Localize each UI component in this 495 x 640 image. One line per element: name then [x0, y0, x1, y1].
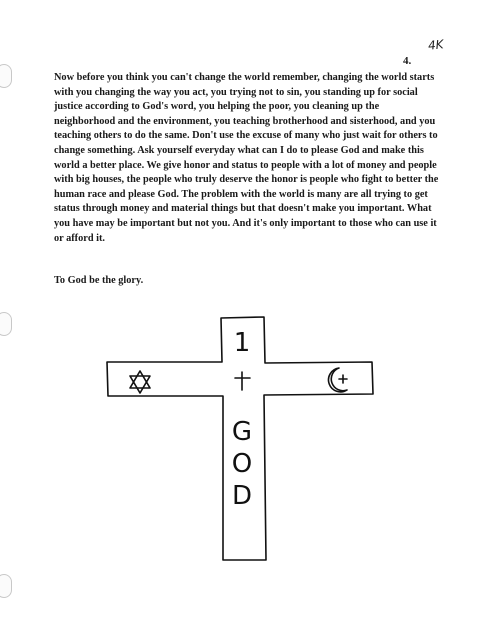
body-paragraph: Now before you think you can't change the world remember, changing the world starts with you changing the way you act, you trying not to sin, you standing up for social justice according to God's word, you helping the poor, you cleaning up the neighborhood and the environment, you teaching brotherhood and sisterhood, and you teaching others to do the same. Don't use the excuse of many who just wait for others to change something. Ask yourself everyday what can I do to please God and make this world a better place. We give honor and status to people with a lot of money and people with big houses, the people who truly deserve the honor is people who fight to better the human race and please God. The problem with the world is many are all trying to get status through money and material things but that doesn't make you important. What you have may be important but not you. And it's only important to those who can use it or afford it.	[54, 72, 439, 244]
cross-icon	[235, 372, 250, 390]
page-number: 4.	[403, 55, 412, 67]
handwritten-page-note: 4K	[427, 37, 445, 53]
crescent-plus-icon	[329, 368, 347, 392]
closing-line: To God be the glory.	[54, 275, 144, 286]
drawing-letter-o: O	[231, 449, 253, 479]
drawing-number-one: 1	[233, 328, 251, 358]
star-of-david-icon	[130, 371, 150, 393]
drawing-letter-d: D	[231, 481, 253, 511]
drawing-letter-g: G	[231, 417, 253, 447]
